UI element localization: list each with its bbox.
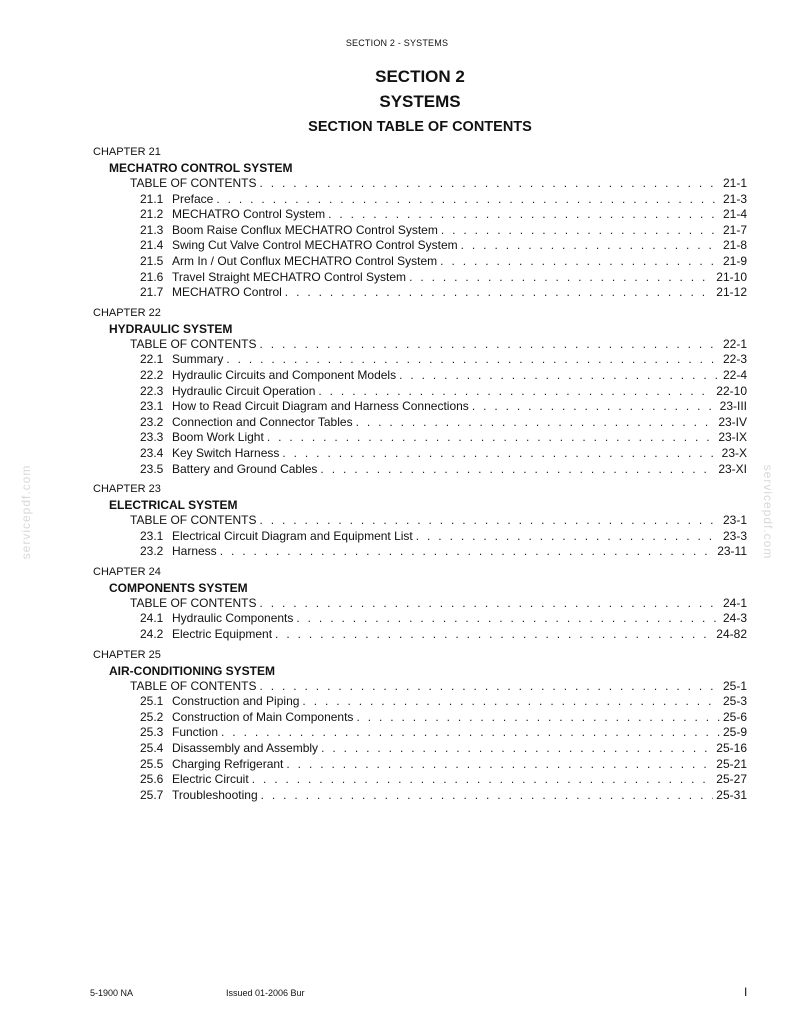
dot-leader <box>220 544 715 560</box>
toc-entry[interactable] <box>0 788 747 804</box>
table-of-contents <box>0 145 794 808</box>
toc-entry[interactable] <box>0 238 747 254</box>
toc-entry-page: 21-7 <box>722 222 747 237</box>
toc-entry[interactable] <box>0 270 747 286</box>
toc-entry-number: 22.1 <box>140 352 164 367</box>
dot-leader <box>328 207 720 223</box>
toc-entry-number: 21.3 <box>140 222 164 237</box>
dot-leader <box>302 694 720 710</box>
toc-entry-label: Boom Work Light <box>172 430 264 445</box>
dot-leader <box>399 368 720 384</box>
toc-entry-number: 21.7 <box>140 285 164 300</box>
toc-entry-label: TABLE OF CONTENTS <box>130 513 257 528</box>
toc-entry-page: 21-9 <box>722 253 747 268</box>
toc-entry-label: Hydraulic Components <box>172 611 294 626</box>
dot-leader <box>416 529 720 545</box>
toc-entry-page: 21-4 <box>722 207 747 222</box>
dot-leader <box>321 741 713 757</box>
section-title <box>0 64 794 114</box>
toc-entry[interactable] <box>0 772 747 788</box>
toc-entry-label: Key Switch Harness <box>172 445 280 460</box>
toc-entry[interactable] <box>0 207 747 223</box>
toc-entry-page: 25-21 <box>716 756 747 771</box>
chapter-label: CHAPTER 21 <box>93 146 161 158</box>
chapter-title: AIR-CONDITIONING SYSTEM <box>109 663 276 678</box>
toc-entry[interactable] <box>0 368 747 384</box>
toc-entry-page: 25-6 <box>722 709 747 724</box>
toc-entry-number: 21.6 <box>140 269 164 284</box>
watermark-right: servicepdf.com <box>761 464 775 560</box>
dot-leader <box>259 513 720 529</box>
dot-leader <box>261 788 714 804</box>
toc-entry-number: 22.3 <box>140 383 164 398</box>
toc-entry-label: Connection and Connector Tables <box>172 414 353 429</box>
toc-entry[interactable] <box>0 446 747 462</box>
toc-entry[interactable] <box>0 741 747 757</box>
dot-leader <box>275 627 713 643</box>
toc-entry-label: Battery and Ground Cables <box>172 461 318 476</box>
chapter-label: CHAPTER 24 <box>93 565 161 578</box>
toc-entry-label: TABLE OF CONTENTS <box>130 336 257 351</box>
chapter-title: MECHATRO CONTROL SYSTEM <box>109 161 293 175</box>
toc-entry[interactable] <box>0 757 747 773</box>
toc-entry-page: 21-8 <box>722 238 747 253</box>
toc-entry-page: 23-IX <box>718 430 747 445</box>
chapter-block <box>0 648 794 804</box>
toc-entry-page: 21-12 <box>716 285 747 300</box>
toc-entry-page: 25-31 <box>716 787 747 802</box>
dot-leader <box>409 270 713 286</box>
dot-leader <box>259 596 720 612</box>
chapter-block <box>0 565 794 643</box>
dot-leader <box>441 223 720 239</box>
toc-entry-number: 21.2 <box>140 207 164 222</box>
toc-entry-number: 24.2 <box>140 627 164 642</box>
dot-leader <box>440 254 720 270</box>
toc-entry[interactable] <box>0 596 747 612</box>
dot-leader <box>282 446 718 462</box>
toc-entry[interactable] <box>0 679 747 695</box>
toc-entry-page: 25-27 <box>716 772 747 787</box>
toc-entry-label: Disassembly and Assembly <box>172 741 319 756</box>
chapter-label: CHAPTER 22 <box>93 306 161 319</box>
toc-entry[interactable] <box>0 710 747 726</box>
toc-entry[interactable] <box>0 352 747 368</box>
toc-entry[interactable] <box>0 192 747 208</box>
dot-leader <box>216 192 720 208</box>
toc-entry[interactable] <box>0 223 747 239</box>
toc-entry-page: 22-1 <box>722 336 747 351</box>
chapter-label: CHAPTER 25 <box>93 648 161 661</box>
dot-leader <box>356 710 720 726</box>
toc-entry-label: Electrical Circuit Diagram and Equipment List <box>172 528 413 543</box>
section-name: SYSTEMS <box>379 92 461 111</box>
toc-entry-number: 24.1 <box>140 611 164 626</box>
toc-entry-number: 23.4 <box>140 445 164 460</box>
toc-entry-page: 23-X <box>721 445 747 460</box>
toc-entry-label: Boom Raise Conflux MECHATRO Control System <box>172 222 438 237</box>
toc-entry-page: 25-3 <box>722 694 747 709</box>
toc-entry-page: 25-1 <box>722 678 747 693</box>
chapter-title: HYDRAULIC SYSTEM <box>109 321 233 336</box>
toc-entry[interactable] <box>0 399 747 415</box>
toc-entry-label: Travel Straight MECHATRO Control System <box>172 269 407 284</box>
toc-entry-page: 23-3 <box>722 528 747 543</box>
watermark-left: servicepdf.com <box>19 464 33 560</box>
dot-leader <box>472 399 717 415</box>
toc-entry-number: 23.1 <box>140 528 164 543</box>
toc-entry-label: Troubleshooting <box>172 787 258 802</box>
chapter-title: COMPONENTS SYSTEM <box>109 580 248 595</box>
dot-leader <box>286 757 713 773</box>
toc-entry-label: TABLE OF CONTENTS <box>130 595 257 610</box>
dot-leader <box>296 611 720 627</box>
toc-entry-number: 21.5 <box>140 253 164 268</box>
toc-entry-page: 24-3 <box>722 611 747 626</box>
toc-entry-page: 21-3 <box>722 191 747 206</box>
toc-entry-label: Function <box>172 725 219 740</box>
toc-entry-page: 23-11 <box>717 544 747 559</box>
toc-entry-label: Preface <box>172 191 214 206</box>
toc-entry-page: 21-1 <box>722 176 747 190</box>
dot-leader <box>259 337 720 353</box>
toc-entry[interactable] <box>0 415 747 431</box>
chapter-label: CHAPTER 23 <box>93 483 161 496</box>
toc-entry[interactable] <box>0 176 747 192</box>
toc-entry-number: 25.5 <box>140 756 164 771</box>
toc-entry[interactable] <box>0 462 747 478</box>
toc-entry-page: 24-82 <box>716 627 747 642</box>
toc-entry-label: Arm In / Out Conflux MECHATRO Control System <box>172 253 438 268</box>
chapter-block <box>0 306 794 477</box>
toc-entry-number: 25.2 <box>140 709 164 724</box>
toc-entry-number: 22.2 <box>140 367 164 382</box>
toc-entry[interactable] <box>0 544 747 560</box>
toc-entry-page: 23-IV <box>718 414 747 429</box>
toc-entry-page: 23-III <box>719 399 747 414</box>
toc-entry[interactable] <box>0 513 747 529</box>
toc-entry[interactable] <box>0 627 747 643</box>
dot-leader <box>259 679 720 695</box>
toc-entry-label: How to Read Circuit Diagram and Harness Connections <box>172 399 469 414</box>
toc-entry-page: 22-3 <box>722 352 747 367</box>
toc-entry[interactable] <box>0 611 747 627</box>
toc-entry-label: Hydraulic Circuit Operation <box>172 383 316 398</box>
dot-leader <box>285 285 714 301</box>
dot-leader <box>259 176 720 192</box>
toc-entry-number: 21.1 <box>140 191 164 206</box>
toc-entry[interactable] <box>0 694 747 710</box>
toc-entry-label: Harness <box>172 544 217 559</box>
toc-entry-page: 23-1 <box>722 513 747 528</box>
toc-entry-label: Hydraulic Circuits and Component Models <box>172 367 397 382</box>
footer-doc-number: 5-1900 NA <box>90 988 134 998</box>
toc-entry-label: Swing Cut Valve Control MECHATRO Control System <box>172 238 458 253</box>
toc-entry-number: 23.2 <box>140 414 164 429</box>
dot-leader <box>267 430 715 446</box>
dot-leader <box>252 772 714 788</box>
section-number: SECTION 2 <box>375 67 465 86</box>
toc-heading: SECTION TABLE OF CONTENTS <box>308 119 532 135</box>
dot-leader <box>461 238 720 254</box>
toc-entry-number: 21.4 <box>140 238 164 253</box>
toc-entry-page: 22-10 <box>716 383 747 398</box>
toc-entry-number: 25.1 <box>140 694 164 709</box>
dot-leader <box>318 384 713 400</box>
toc-entry-label: Summary <box>172 352 224 367</box>
toc-entry-label: TABLE OF CONTENTS <box>130 678 257 693</box>
toc-entry[interactable] <box>0 725 747 741</box>
chapter-block <box>0 482 794 560</box>
toc-entry-label: Construction and Piping <box>172 694 300 709</box>
toc-entry-label: MECHATRO Control System <box>172 207 326 222</box>
dot-leader <box>226 352 720 368</box>
toc-entry[interactable] <box>0 384 747 400</box>
footer-issued: Issued 01-2006 Bur <box>226 988 305 998</box>
toc-entry-label: TABLE OF CONTENTS <box>130 176 257 190</box>
toc-entry-page: 22-4 <box>722 367 747 382</box>
toc-entry-number: 23.5 <box>140 461 164 476</box>
toc-entry-number: 23.3 <box>140 430 164 445</box>
toc-entry-number: 25.7 <box>140 787 164 802</box>
toc-entry-label: Electric Equipment <box>172 627 273 642</box>
toc-entry-number: 25.6 <box>140 772 164 787</box>
toc-entry-number: 25.3 <box>140 725 164 740</box>
toc-entry-label: Electric Circuit <box>172 772 249 787</box>
running-head: SECTION 2 - SYSTEMS <box>345 38 449 48</box>
chapter-title: ELECTRICAL SYSTEM <box>109 498 238 513</box>
toc-entry-label: Construction of Main Components <box>172 709 354 724</box>
dot-leader <box>221 725 720 741</box>
footer-page-mark: I <box>744 985 748 999</box>
dot-leader <box>356 415 716 431</box>
toc-entry-label: Charging Refrigerant <box>172 756 284 771</box>
toc-entry-number: 25.4 <box>140 741 164 756</box>
toc-entry-page: 21-10 <box>716 269 747 284</box>
chapter-block <box>0 145 794 301</box>
toc-entry-page: 24-1 <box>722 595 747 610</box>
toc-entry[interactable] <box>0 529 747 545</box>
toc-entry-page: 23-XI <box>718 461 747 476</box>
toc-entry-page: 25-9 <box>722 725 747 740</box>
dot-leader <box>320 462 715 478</box>
toc-entry-label: MECHATRO Control <box>172 285 282 300</box>
toc-entry-page: 25-16 <box>716 741 747 756</box>
toc-entry[interactable] <box>0 254 747 270</box>
toc-entry-number: 23.1 <box>140 399 164 414</box>
toc-entry[interactable] <box>0 285 747 301</box>
toc-entry[interactable] <box>0 430 747 446</box>
toc-entry[interactable] <box>0 337 747 353</box>
toc-entry-number: 23.2 <box>140 544 164 559</box>
